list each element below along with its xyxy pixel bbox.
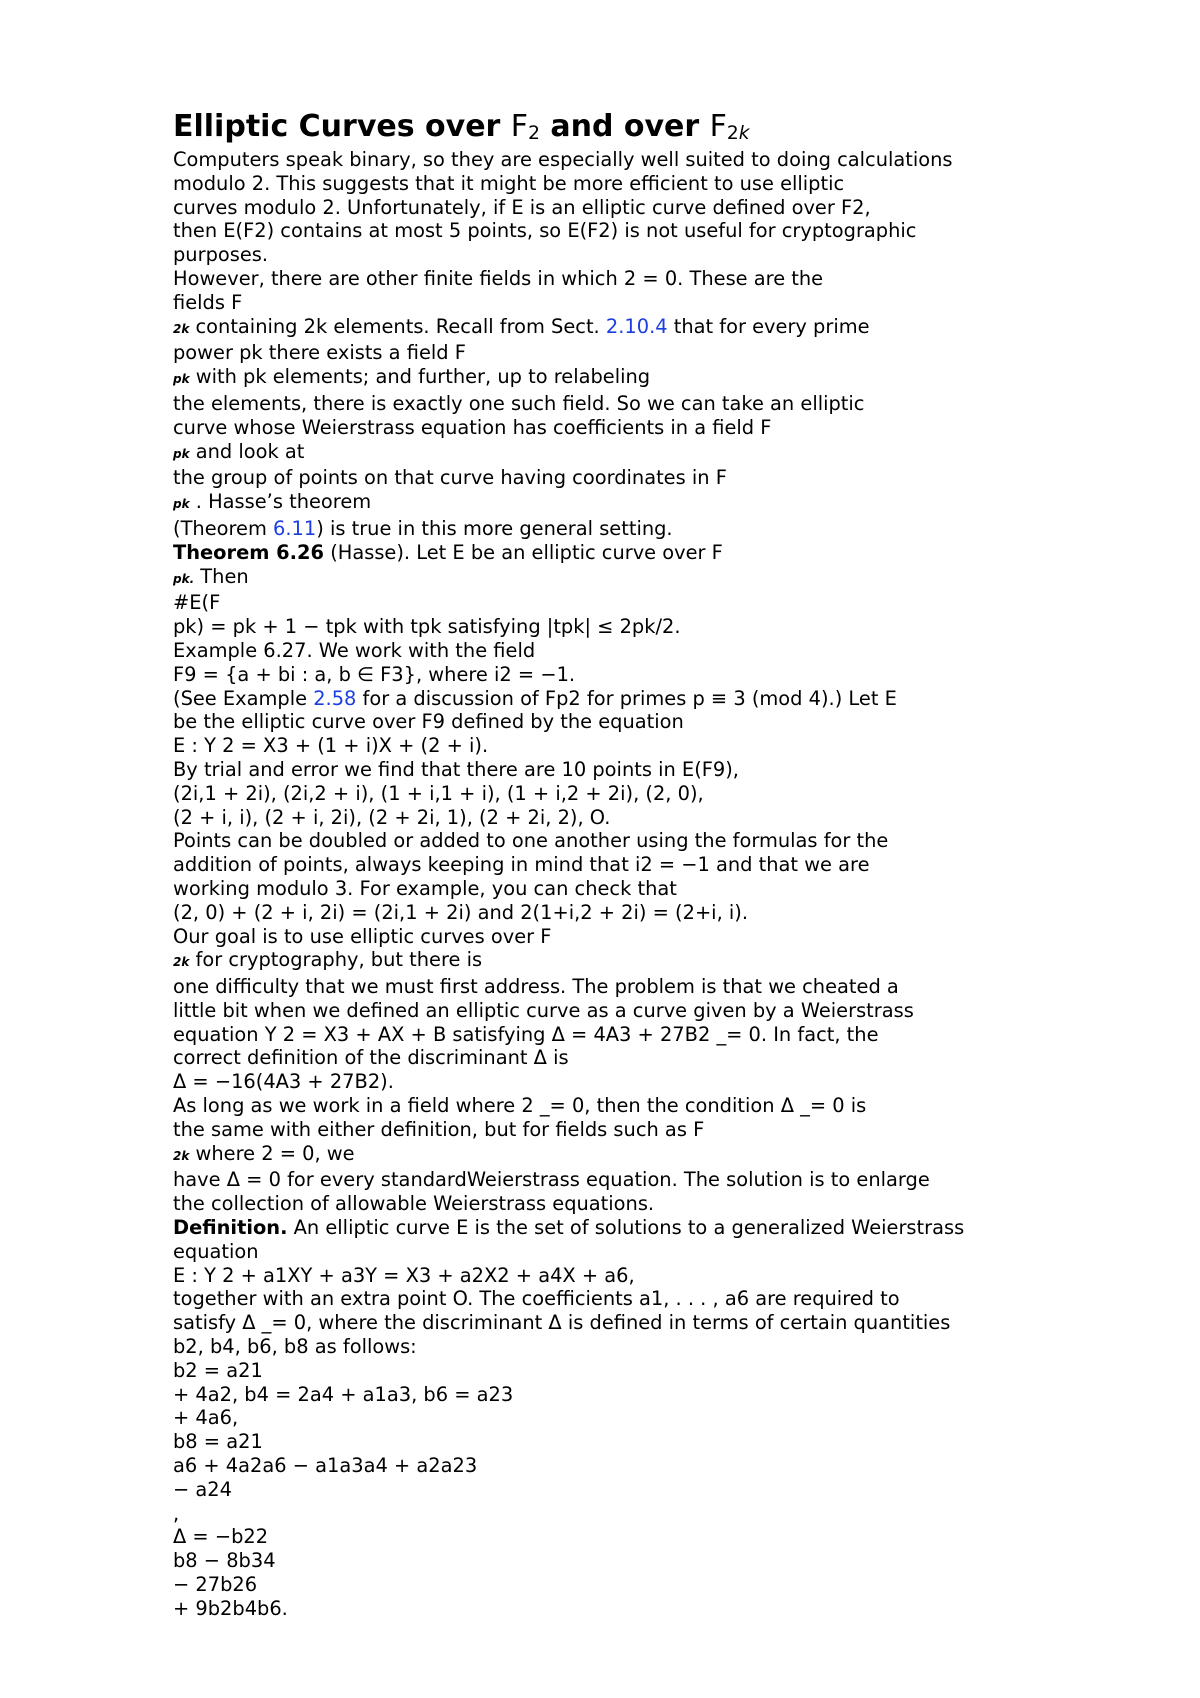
- text-line: + 4a6,: [173, 1406, 239, 1430]
- text-line: pk) = pk + 1 − tpk with tpk satisfying |tpk| ≤ 2pk/2.: [173, 615, 681, 639]
- text-line: 2k where 2 = 0, we: [173, 1141, 355, 1165]
- text-line: b2 = a21: [173, 1358, 263, 1382]
- text-line: (2 + i, i), (2 + i, 2i), (2 + 2i, 1), (2 + 2i, 2), O.: [173, 805, 611, 829]
- text-line: one difficulty that we must first address. The problem is that we cheated a: [173, 975, 899, 999]
- title-text-1: Elliptic Curves over: [173, 109, 511, 144]
- text-line: pk and look at: [173, 439, 305, 463]
- text-line: 2k containing 2k elements. Recall from Sect. 2.10.4 that for every prime: [173, 314, 870, 338]
- text-line: pk with pk elements; and further, up to relabeling: [173, 365, 651, 389]
- text-line: Theorem 6.26 (Hasse). Let E be an elliptic curve over F: [173, 540, 723, 564]
- page-title: [173, 108, 1073, 146]
- text-line: − 27b26: [173, 1573, 258, 1597]
- title-field-1-sub: 2: [528, 122, 540, 144]
- text-line: (2i,1 + 2i), (2i,2 + i), (1 + i,1 + i), (1 + i,2 + 2i), (2, 0),: [173, 781, 704, 805]
- text-line: satisfy Δ _= 0, where the discriminant Δ is defined in terms of certain quantities: [173, 1311, 951, 1335]
- text-line: Δ = −b22: [173, 1525, 269, 1549]
- text-line: modulo 2. This suggests that it might be more efficient to use elliptic: [173, 171, 845, 195]
- text-line: have Δ = 0 for every standardWeierstrass equation. The solution is to enlarge: [173, 1168, 930, 1192]
- text-line: Definition. An elliptic curve E is the set of solutions to a generalized Weierstrass: [173, 1216, 965, 1240]
- text-line: #E(F: [173, 591, 221, 615]
- text-line: a6 + 4a2a6 − a1a3a4 + a2a23: [173, 1454, 478, 1478]
- cross-reference-link[interactable]: 6.11: [273, 516, 317, 540]
- title-text-2: and over: [539, 109, 710, 144]
- cross-reference-link[interactable]: 2.10.4: [605, 314, 668, 338]
- text-line: Δ = −16(4A3 + 27B2).: [173, 1070, 394, 1094]
- text-line: purposes.: [173, 243, 269, 267]
- text-line: + 4a2, b4 = 2a4 + a1a3, b6 = a23: [173, 1382, 514, 1406]
- text-line: b8 − 8b34: [173, 1549, 276, 1573]
- text-line: 2k for cryptography, but there is: [173, 948, 483, 972]
- text-line: then E(F2) contains at most 5 points, so E(F2) is not useful for cryptographic: [173, 219, 917, 243]
- text-line: Our goal is to use elliptic curves over F: [173, 924, 552, 948]
- document-page: [173, 108, 1073, 1621]
- title-field-2-sub: 2k: [726, 122, 750, 144]
- text-line: (See Example 2.58 for a discussion of Fp2 for primes p ≡ 3 (mod 4).) Let E: [173, 686, 897, 710]
- text-line: correct definition of the discriminant Δ is: [173, 1046, 569, 1070]
- text-line: the collection of allowable Weierstrass equations.: [173, 1192, 655, 1216]
- text-line: − a24: [173, 1477, 232, 1501]
- title-field-1: F: [510, 109, 529, 144]
- text-line: the elements, there is exactly one such field. So we can take an elliptic: [173, 391, 865, 415]
- text-line: F9 = {a + bi : a, b ∈ F3}, where i2 = −1.: [173, 662, 576, 686]
- text-line: Computers speak binary, so they are especially well suited to doing calculations: [173, 148, 953, 171]
- text-line: together with an extra point O. The coefficients a1, . . . , a6 are required to: [173, 1287, 900, 1311]
- text-line: fields F: [173, 290, 243, 314]
- text-line: be the elliptic curve over F9 defined by the equation: [173, 710, 684, 734]
- text-line: the same with either definition, but for fields such as F: [173, 1117, 705, 1141]
- text-line: (2, 0) + (2 + i, 2i) = (2i,1 + 2i) and 2(1+i,2 + 2i) = (2+i, i).: [173, 900, 749, 924]
- text-line: E : Y 2 = X3 + (1 + i)X + (2 + i).: [173, 734, 489, 758]
- text-line: pk. Then: [173, 564, 249, 588]
- text-line: equation Y 2 = X3 + AX + B satisfying Δ = 4A3 + 27B2 _= 0. In fact, the: [173, 1022, 879, 1046]
- text-line: curves modulo 2. Unfortunately, if E is an elliptic curve defined over F2,: [173, 195, 871, 219]
- text-line: + 9b2b4b6.: [173, 1596, 288, 1620]
- text-line: (Theorem 6.11) is true in this more general setting.: [173, 516, 673, 540]
- text-line: By trial and error we find that there are 10 points in E(F9),: [173, 757, 739, 781]
- text-line: pk . Hasse’s theorem: [173, 490, 372, 514]
- text-line: E : Y 2 + a1XY + a3Y = X3 + a2X2 + a4X + a6,: [173, 1263, 635, 1287]
- text-line: curve whose Weierstrass equation has coefficients in a field F: [173, 415, 772, 439]
- text-line: b2, b4, b6, b8 as follows:: [173, 1335, 417, 1359]
- text-line: Example 6.27. We work with the field: [173, 638, 536, 662]
- cross-reference-link[interactable]: 2.58: [313, 686, 357, 710]
- text-line: equation: [173, 1239, 259, 1263]
- text-line: As long as we work in a field where 2 _= 0, then the condition Δ _= 0 is: [173, 1094, 867, 1118]
- text-line: However, there are other finite fields in which 2 = 0. These are the: [173, 266, 824, 290]
- text-line: little bit when we defined an elliptic curve as a curve given by a Weierstrass: [173, 998, 914, 1022]
- text-line: power pk there exists a field F: [173, 341, 466, 365]
- body-text: [173, 148, 1073, 1621]
- text-line: b8 = a21: [173, 1430, 263, 1454]
- text-line: working modulo 3. For example, you can check that: [173, 876, 677, 900]
- text-line: Points can be doubled or added to one another using the formulas for the: [173, 829, 889, 853]
- text-line: ,: [173, 1501, 180, 1525]
- text-line: the group of points on that curve having coordinates in F: [173, 466, 727, 490]
- text-line: addition of points, always keeping in mind that i2 = −1 and that we are: [173, 853, 870, 877]
- title-field-2: F: [709, 109, 727, 144]
